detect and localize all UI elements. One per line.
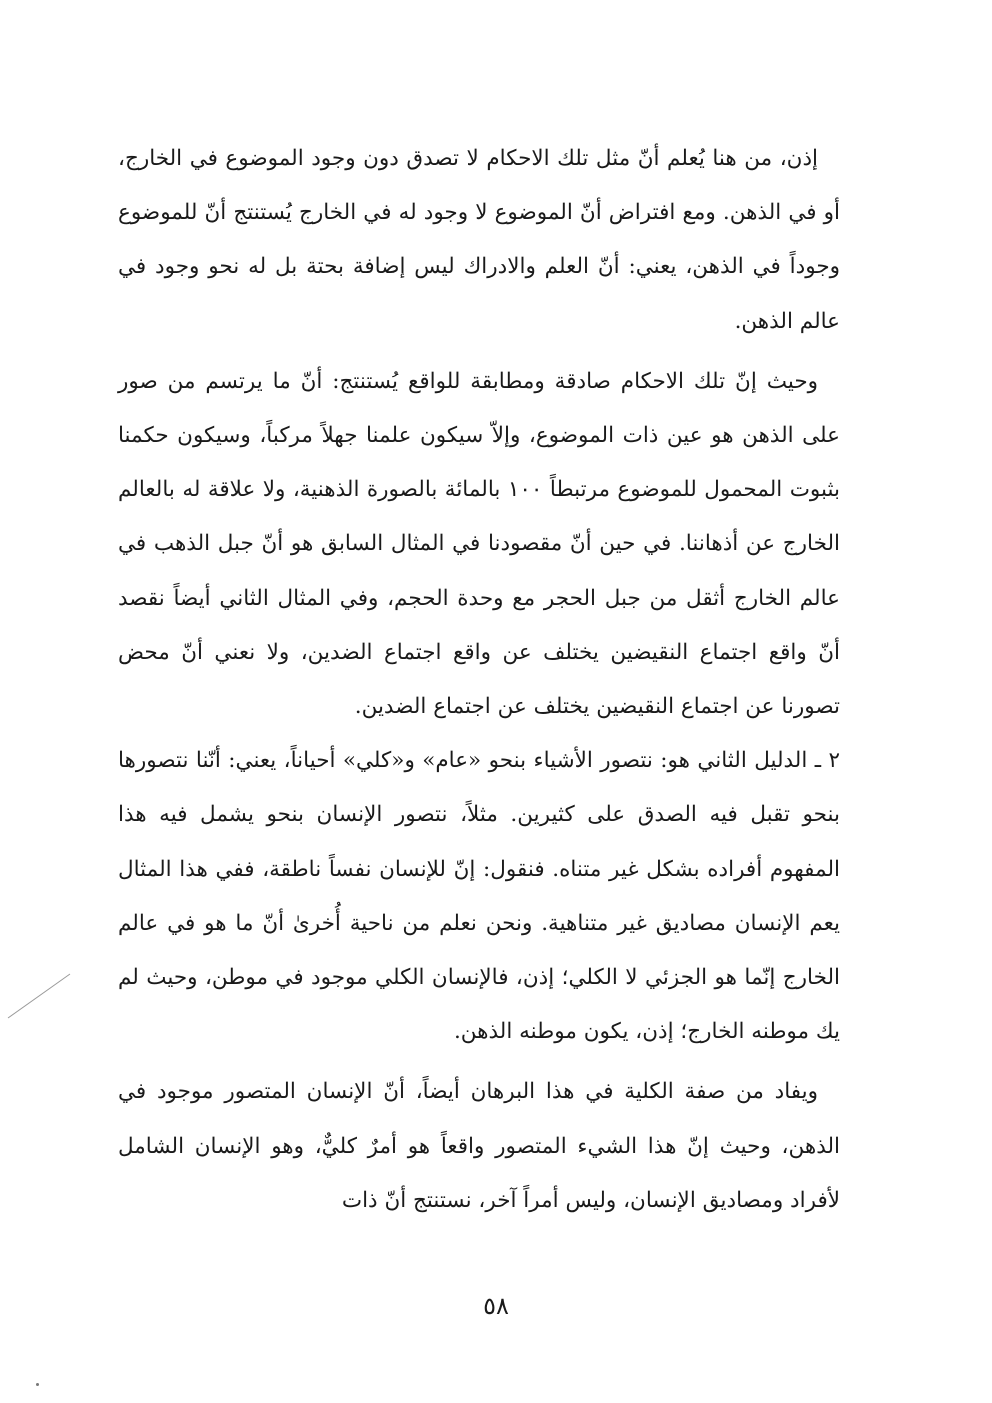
page-number: ٥٨ [483,1292,509,1320]
paragraph-1: إذن، من هنا يُعلم أنّ مثل تلك الاحكام لا تصدق دون وجود الموضوع في الخارج، أو في الذهن. ومع افتراض أنّ الموضوع لا وجود له في الخارج يُستنتج أنّ للموضوع وجوداً في الذهن، يعني: أنّ العلم والادراك ليس إضافة بحتة بل له نحو وجود في عالم الذهن. [118,146,840,334]
paragraph-2: وحيث إنّ تلك الاحكام صادقة ومطابقة للواقع يُستنتج: أنّ ما يرتسم من صور على الذهن هو عين ذات الموضوع، وإلاّ سيكون علمنا جهلاً مركباً، وسيكون حكمنا بثبوت المحمول للموضوع مرتبطاً ١٠٠ بالمائة بالصورة الذهنية، ولا علاقة له بالعالم الخارج عن أذهاننا. في حين أنّ مقصودنا في المثال السابق هو أنّ جبل الذهب في عالم الخارج أثقل من جبل الحجر مع وحدة الحجم، وفي المثال الثاني أيضاً نقصد أنّ واقع اجتماع النقيضين يختلف عن واقع اجتماع الضدين، ولا نعني أنّ محض تصورنا عن اجتماع النقيضين يختلف عن اجتماع الضدين. [118,368,840,720]
paragraph-3: ٢ ـ الدليل الثاني هو: نتصور الأشياء بنحو «عام» و«كلي» أحياناً، يعني: أنّنا نتصورها بنحو تقبل فيه الصدق على كثيرين. مثلاً، نتصور الإنسان بنحو يشمل فيه هذا المفهوم أفراده بشكل غير متناه. فنقول: إنّ للإنسان نفساً ناطقة، ففي هذا المثال يعم الإنسان مصاديق غير متناهية. ونحن نعلم من ناحية أُخرىٰ أنّ ما هو في عالم الخارج إنّما هو الجزئي لا الكلي؛ إذن، فالإنسان الكلي موجود في موطن، وحيث لم يك موطنه الخارج؛ إذن، يكون موطنه الذهن. [118,748,840,1045]
body-text [118,132,840,1228]
paragraph-4: ويفاد من صفة الكلية في هذا البرهان أيضاً، أنّ الإنسان المتصور موجود في الذهن، وحيث إنّ هذا الشيء المتصور واقعاً هو أمرٌ كليٌّ، وهو الإنسان الشامل لأفراد ومصاديق الإنسان، وليس أمراً آخر، نستنتج أنّ ذات [118,1079,840,1213]
scan-artifact-dot [36,1383,39,1386]
scan-artifact-mark [4,972,74,1022]
